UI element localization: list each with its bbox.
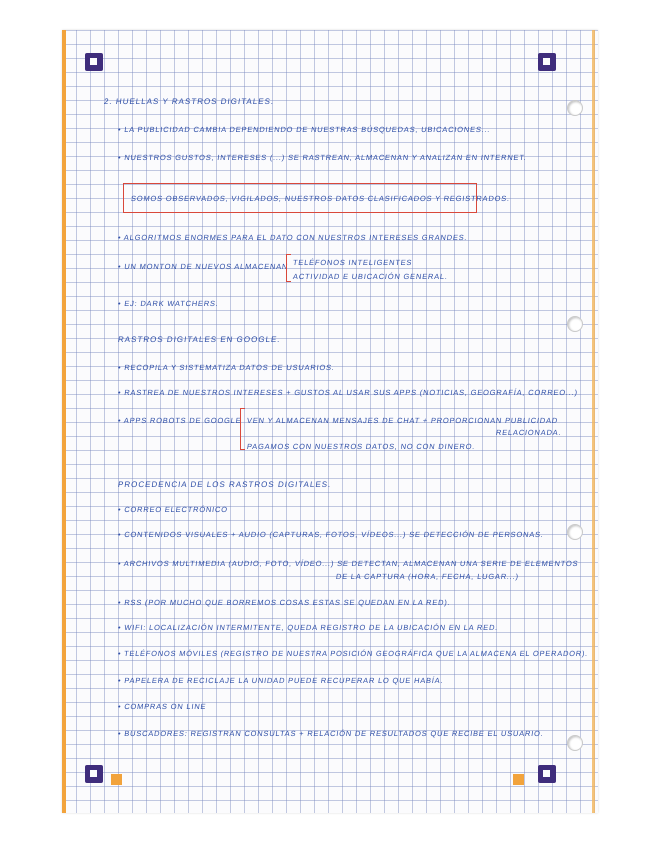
- note-line: • LA PUBLICIDAD CAMBIA DEPENDIENDO DE NUESTRAS BÚSQUEDAS, UBICACIONES...: [117, 125, 492, 134]
- punch-hole-4: [567, 735, 583, 751]
- page-edge-left: [62, 30, 66, 813]
- note-line: RELACIONADA.: [495, 428, 563, 437]
- note-line: TELÉFONOS INTELIGENTES: [292, 258, 413, 267]
- note-line: • BUSCADORES: REGISTRAN CONSULTAS + RELACIÓN DE RESULTADOS QUE RECIBE EL USUARIO.: [117, 729, 545, 738]
- note-line: • UN MONTON DE NUEVOS ALMACENAN: [117, 262, 289, 271]
- red-bracket: [240, 408, 245, 450]
- section-heading-huellas: 2. HUELLAS Y RASTROS DIGITALES.: [103, 97, 275, 106]
- section-heading-google: RASTROS DIGITALES EN GOOGLE.: [117, 335, 282, 344]
- note-line: • RSS (POR MUCHO QUE BORREMOS COSAS ESTAS SE QUEDAN EN LA RED).: [117, 598, 452, 607]
- note-line: • ALGORITMOS ENORMES PARA EL DATO CON NUESTROS INTERESES GRANDES.: [117, 233, 469, 242]
- red-bracket: [286, 254, 291, 282]
- section-heading-procedencia: PROCEDENCIA DE LOS RASTROS DIGITALES.: [117, 480, 332, 489]
- note-line: DE LA CAPTURA (HORA, FECHA, LUGAR...): [335, 572, 520, 581]
- note-line: • CONTENIDOS VISUALES + AUDIO (CAPTURAS, FOTOS, VÍDEOS...) SE DETECCIÓN DE PERSONAS.: [117, 530, 545, 539]
- punch-hole-2: [567, 316, 583, 332]
- corner-mark-top-left-icon: [85, 53, 103, 71]
- note-line: • CORREO ELECTRÓNICO: [117, 505, 229, 514]
- corner-mark-bottom-right-icon: [538, 765, 556, 783]
- orange-marker-left: [111, 774, 122, 785]
- orange-marker-right: [513, 774, 524, 785]
- note-line: • APPS ROBOTS DE GOOGLE: [117, 416, 243, 425]
- punch-hole-3: [567, 524, 583, 540]
- page-edge-right: [592, 30, 595, 813]
- boxed-note: SOMOS OBSERVADOS, VIGILADOS, NUESTROS DATOS CLASIFICADOS Y REGISTRADOS.: [130, 194, 511, 203]
- note-line: • NUESTROS GUSTOS, INTERESES (...) SE RASTREAN, ALMACENAN Y ANALIZAN EN INTERNET.: [117, 153, 528, 162]
- note-line: • TELÉFONOS MÓVILES (REGISTRO DE NUESTRA POSICIÓN GEOGRÁFICA QUE LA ALMACENA EL OPERADOR).: [117, 649, 589, 658]
- note-line: • ARCHIVOS MULTIMEDIA (AUDIO, FOTO, VÍDEO...) SE DETECTAN, ALMACENAN UNA SERIE DE ELEMENTOS: [117, 559, 579, 568]
- note-line: • RECOPILA Y SISTEMATIZA DATOS DE USUARIOS.: [117, 363, 336, 372]
- red-underline: [203, 212, 219, 213]
- note-line: PAGAMOS CON NUESTROS DATOS, NO CON DINERO.: [246, 442, 476, 451]
- note-line: • WIFI: LOCALIZACIÓN INTERMITENTE, QUEDA REGISTRO DE LA UBICACIÓN EN LA RED.: [117, 623, 499, 632]
- note-line: • RASTREA DE NUESTROS INTERESES + GUSTOS AL USAR SUS APPS (NOTICIAS, GEOGRAFÍA, CORREO...): [117, 388, 579, 397]
- punch-hole-1: [567, 100, 583, 116]
- note-line: • PAPELERA DE RECICLAJE LA UNIDAD PUEDE RECUPERAR LO QUE HABÍA.: [117, 676, 445, 685]
- note-line: • EJ: DARK WATCHERS.: [117, 299, 220, 308]
- note-line: ACTIVIDAD E UBICACIÓN GENERAL.: [292, 272, 449, 281]
- corner-mark-top-right-icon: [538, 53, 556, 71]
- note-line: • COMPRAS ON LINE: [117, 702, 207, 711]
- note-line: VEN Y ALMACENAN MENSAJES DE CHAT + PROPORCIONAN PUBLICIDAD: [246, 416, 559, 425]
- corner-mark-bottom-left-icon: [85, 765, 103, 783]
